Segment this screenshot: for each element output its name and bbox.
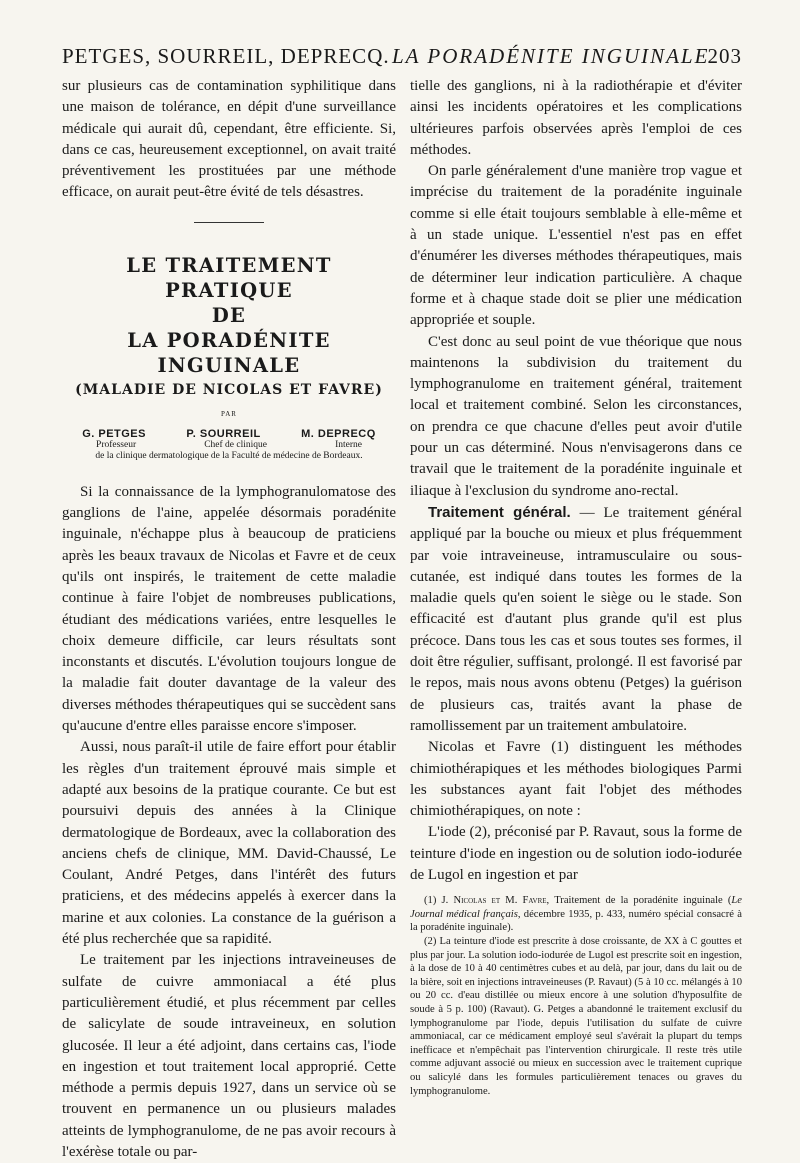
right-column xyxy=(410,76,742,1098)
section-dash: — xyxy=(570,504,604,521)
body-paragraph: Nicolas et Favre (1) distinguent les méthodes chimiothérapiques et les méthodes biologiques Parmi les substances ayant fait l'objet des méthodes chimiothérapiques, on note : xyxy=(410,739,742,820)
footnote xyxy=(410,935,742,1098)
author-role: Interne xyxy=(335,439,362,450)
section-divider xyxy=(194,222,264,223)
article-title-line2: DE xyxy=(211,303,247,327)
author-role: Chef de clinique xyxy=(204,439,267,450)
section-paragraph xyxy=(410,502,742,737)
header-authors: PETGES, SOURREIL, DEPRECQ. xyxy=(62,44,390,68)
header-article-title: LA PORADÉNITE INGUINALE xyxy=(392,44,710,68)
footnotes xyxy=(410,894,742,1098)
footnote-marker: (2) xyxy=(424,936,437,948)
body-paragraph: tielle des ganglions, ni à la radiothérapie et d'éviter ainsi les incidents opératoires et les complications ultérieures parfois observées après l'emploi de ces méthodes. xyxy=(410,78,742,158)
body-paragraph: L'iode (2), préconisé par P. Ravaut, sous la forme de teinture d'iode en ingestion ou de solution iodo-iodurée de Lugol en ingestion et par xyxy=(410,824,742,883)
footnote-text: La teinture d'iode est prescrite à dose croissante, de XX à C gouttes et plus par jour. La solution iodo-iodurée de Lugol est prescrite soit en ingestion, à la dose de 10 à 40 centimètres cubes et au delà, par jour, dans du lait ou de la bière, soit en injections intraveineuses (P. Ravaut) (5 à 10 cc. mélangés à 10 ou 20 cc. d'eau distillée ou mieux encore à une solution d'hyposulfite de soude à 5 p. 100) (Ravaut). G. Petges a abandonné le traitement exclusif du lymphogranulome par l'iode, depuis l'utilisation du sulfate de cuivre ammoniacal, car ce médicament employé seul s'avérait la plupart du temps inefficace et n'empêchait pas l'intervention chirurgicale. Il reste très utile comme adjuvant associé ou mieux en succession avec le traitement cuprique ou salicylé dans les formules particulièrement tenaces ou graves du lymphogranulome. xyxy=(410,936,742,1097)
author-names xyxy=(62,428,396,440)
article-title-line3: LA PORADÉNITE INGUINALE xyxy=(127,328,331,377)
section-text: Le traitement général appliqué par la bouche ou mieux et plus fréquemment par voie intraveineuse, intramusculaire ou sous-cutanée, est indiqué dans toutes les formes de la maladie quels qu'en soient le siège ou le stade. Son efficacité est d'autant plus grande qu'il est plus précoce. Dans tous les cas et sous toutes ses formes, il doit être régulier, suffisant, prolongé. Il est favorisé par le repos, mais nous avons obtenu (Petges) la guérison de plusieurs cas, traités avant la phase de ramollissement par un traitement ambulatoire. xyxy=(410,504,742,734)
article-title-line1: LE TRAITEMENT PRATIQUE xyxy=(126,253,332,302)
author-affiliation: de la clinique dermatologique de la Faculté de médecine de Bordeaux. xyxy=(95,450,363,461)
footnote-journal: Le Journal médical français xyxy=(410,895,742,920)
author-name: G. PETGES xyxy=(82,427,146,440)
body-paragraph: Si la connaissance de la lymphogranulomatose des ganglions de l'aine, appelée désormais poradénite inguinale, n'échappe plus à beaucoup de praticiens après les beaux travaux de Nicolas et Favre et de ceux qu'ils ont inspirés, le traitement de cette maladie continue à faire l'objet de nombreuses publications, étudiant des médications variées, entre lesquelles le choix demeure difficile, car leurs résultats sont inconstants et discutés. L'évolution toujours longue de la maladie fait douter davantage de la valeur des diverses méthodes thérapeutiques qui se succèdent sans qu'aucune d'entre elles paraisse encore s'imposer. xyxy=(62,483,396,735)
author-name: P. SOURREIL xyxy=(186,427,261,440)
body-paragraph: On parle généralement d'une manière trop vague et imprécise du traitement de la poradénite inguinale comme si elle était toujours semblable à elle-même et à un stade unique. L'essentiel n'est pas en effet d'énumérer les diverses méthodes thérapeutiques, mais de déterminer leur indication particulière. A chaque forme et à chaque stade doit se plier une médication appropriée et souple. xyxy=(410,163,742,329)
left-column xyxy=(62,76,396,1163)
continuation-paragraph: sur plusieurs cas de contamination syphilitique dans une maison de tolérance, en dépit d'une surveillance médicale qui aurait dû, cependant, être efficiente. Si, dans ce cas, heureusement exceptionnel, on avait traité préventivement les prostituées par une méthode efficace, on aurait peut-être évité de tels désastres. xyxy=(62,78,396,201)
footnote-authors: J. Nicolas et M. Favre, xyxy=(441,895,550,907)
author-roles xyxy=(62,440,396,450)
byline-par: PAR xyxy=(221,409,237,418)
body-paragraph: C'est donc au seul point de vue théorique que nous maintenons la subdivision du traitement du lymphogranulome en traitement général, traitement local et traitement combiné. Selon les circonstances, on prendra ce que chacune d'elles peut avoir d'utile pour un cas déterminé. Nous n'envisagerons dans ce travail que le traitement de la poradénite inguinale et iliaque à l'exclusion du syndrome ano-rectal. xyxy=(410,333,742,499)
footnote-text: , décembre 1935, p. 433, numéro spécial consacré à la poradénite inguinale). xyxy=(410,908,742,934)
section-heading: Traitement général. xyxy=(428,503,571,521)
footnote xyxy=(410,894,742,935)
footnote-marker: (1) xyxy=(424,895,437,907)
article-subtitle: (MALADIE DE NICOLAS ET FAVRE) xyxy=(75,381,383,398)
page-number: 203 xyxy=(707,44,742,68)
running-header xyxy=(62,44,742,74)
body-paragraph: Le traitement par les injections intraveineuses de sulfate de cuivre ammoniacal a été plus particulièrement étudié, et plus récemment par celles de salicylate de soude intraveineux, en solution glucosée. Il leur a été adjoint, dans certains cas, l'iode en ingestion et tout traitement local approprié. Cette méthode a permis depuis 1927, dans un service où se trouvent en permanence un ou plusieurs malades atteints de lymphogranulome, de ne pas avoir recours à l'exérèse totale ou par- xyxy=(62,952,396,1160)
author-role: Professeur xyxy=(96,439,137,450)
footnote-text: Traitement de la poradénite inguinale ( xyxy=(554,895,732,907)
body-paragraph: Aussi, nous paraît-il utile de faire effort pour établir les règles d'un traitement éprouvé mais simple et adapté aux besoins de la pratique courante. Ce but est poursuivi depuis des années à la Clinique dermatologique de Bordeaux, avec la collaboration des anciens chefs de clinique, MM. David-Chaussé, Le Coulant, André Petges, dans l'intérêt des futurs praticiens, et des médecins appelés à exercer dans la marine et aux colonies. La constance de la guérison a été plus recherchée que sa rapidité. xyxy=(62,739,396,948)
author-name: M. DEPRECQ xyxy=(301,427,376,440)
